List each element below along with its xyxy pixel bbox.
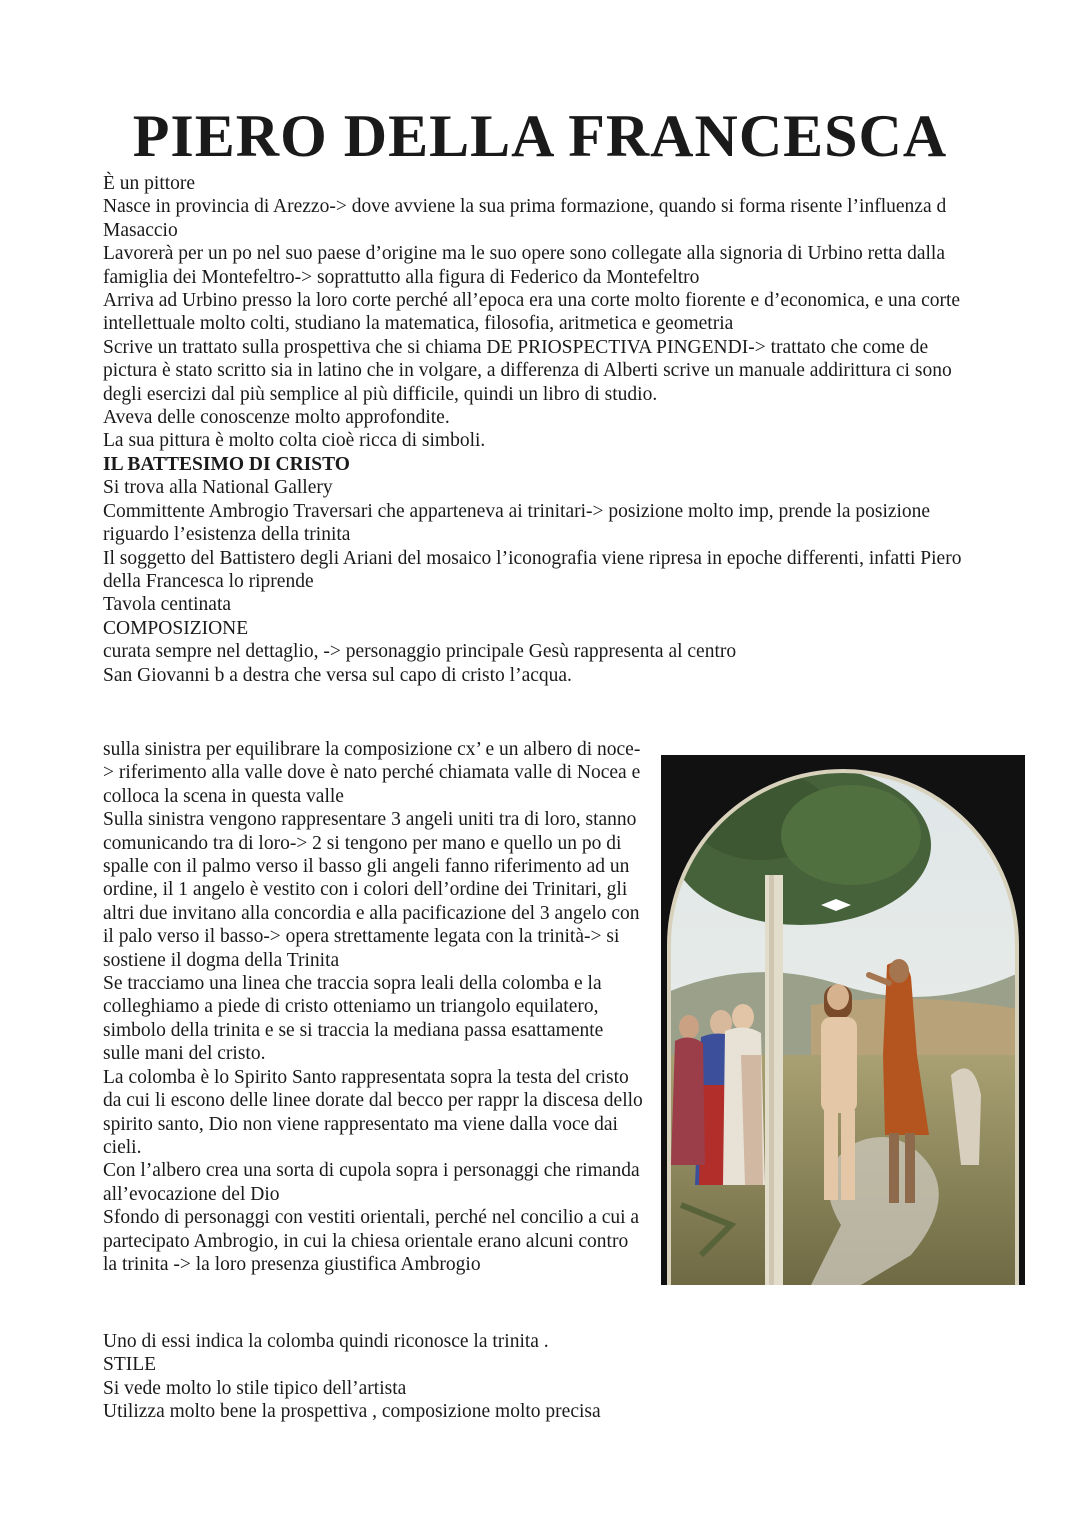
paragraph: Arriva ad Urbino presso la loro corte perché all’epoca era una corte molto fiorente e d’economica, e una corte intellettuale molto colti, studiano la matematica, filosofia, aritmetica e geometria: [103, 290, 961, 335]
paragraph: La sua pittura è molto colta cioè ricca di simboli.: [103, 430, 486, 452]
paragraph: Sfondo di personaggi con vestiti orientali, perché nel concilio a cui a partecipato Ambrogio, in cui la chiesa orientale erano alcuni contro la trinita -> la loro presenza giustifica Ambrogio: [103, 1207, 640, 1275]
paragraph: Se tracciamo una linea che traccia sopra leali della colomba e la colleghiamo a piede di cristo otteniamo un triangolo equilatero, simbolo della trinita e se si traccia la mediana passa esattamente sulle mani del cristo.: [103, 973, 604, 1065]
paragraph: Tavola centinata: [103, 594, 232, 616]
paragraph: Aveva delle conoscenze molto approfondite.: [103, 407, 450, 429]
painting-illustration: [661, 755, 1025, 1285]
paragraph: Il soggetto del Battistero degli Ariani del mosaico l’iconografia viene ripresa in epoche differenti, infatti Piero della Francesca lo riprende: [103, 547, 962, 592]
paragraph: Lavorerà per un po nel suo paese d’origine ma le suo opere sono collegate alla signoria di Urbino retta dalla famiglia dei Montefeltro-> soprattutto alla figura di Federico da Montefeltro: [103, 243, 945, 288]
baptism-of-christ-painting: [661, 755, 1025, 1285]
paragraph: Si vede molto lo stile tipico dell’artista: [103, 1377, 407, 1399]
paragraph: Nasce in provincia di Arezzo-> dove avviene la sua prima formazione, quando si forma risente l’influenza d Masaccio: [103, 196, 947, 241]
subheading-composizione: COMPOSIZIONE: [103, 617, 249, 639]
paragraph: Con l’albero crea una sorta di cupola sopra i personaggi che rimanda all’evocazione del Dio: [103, 1160, 640, 1205]
paragraph: San Giovanni b a destra che versa sul capo di cristo l’acqua.: [103, 664, 572, 686]
paragraph: curata sempre nel dettaglio, -> personaggio principale Gesù rappresenta al centro: [103, 641, 737, 663]
paragraph: Committente Ambrogio Traversari che apparteneva ai trinitari-> posizione molto imp, prende la posizione riguardo l’esistenza della trinita: [103, 500, 931, 546]
composition-text-block: [103, 738, 643, 1276]
paragraph: La colomba è lo Spirito Santo rappresentata sopra la testa del cristo da cui li escono delle linee dorate dal becco per rappr la discesa dello spirito santo, Dio non viene rappresentato ma viene dalla voce dai cieli.: [103, 1066, 643, 1158]
paragraph: Scrive un trattato sulla prospettiva che si chiama DE PRIOSPECTIVA PINGENDI-> trattato che come de pictura è stato scritto sia in latino che in volgare, a differenza di Alberti scrive un manuale addirittura ci sono degli esercizi dal più semplice al più difficile, quindi un libro di studio.: [103, 336, 952, 405]
page-title: PIERO DELLA FRANCESCA: [132, 103, 948, 169]
paragraph: sulla sinistra per equilibrare la composizione cx’ e un albero di noce-> riferimento alla valle dove è nato perché chiamata valle di Nocea e colloca la scena in questa valle: [103, 739, 641, 807]
section-heading: IL BATTESIMO DI CRISTO: [103, 453, 350, 475]
intro-text-block: [103, 172, 983, 687]
subheading-stile: STILE: [103, 1354, 157, 1376]
paragraph: Sulla sinistra vengono rappresentare 3 angeli uniti tra di loro, stanno comunicando tra di loro-> 2 si tengono per mano e quello un po di spalle con il palmo verso il basso gli angeli fanno riferimento ad un ordine, il 1 angelo è vestito con i colori dell’ordine dei Trinitari, gli altri due invitano alla concordia e alla pacificazione del 3 angelo con il palo verso il basso-> opera strettamente legata con la trinità-> si sostiene il dogma della Trinita: [103, 809, 640, 971]
paragraph: Utilizza molto bene la prospettiva , composizione molto precisa: [103, 1401, 601, 1423]
paragraph: Uno di essi indica la colomba quindi riconosce la trinita .: [103, 1331, 549, 1352]
paragraph: È un pittore: [103, 173, 196, 194]
paragraph: Si trova alla National Gallery: [103, 477, 333, 499]
closing-text-block: [103, 1330, 983, 1424]
